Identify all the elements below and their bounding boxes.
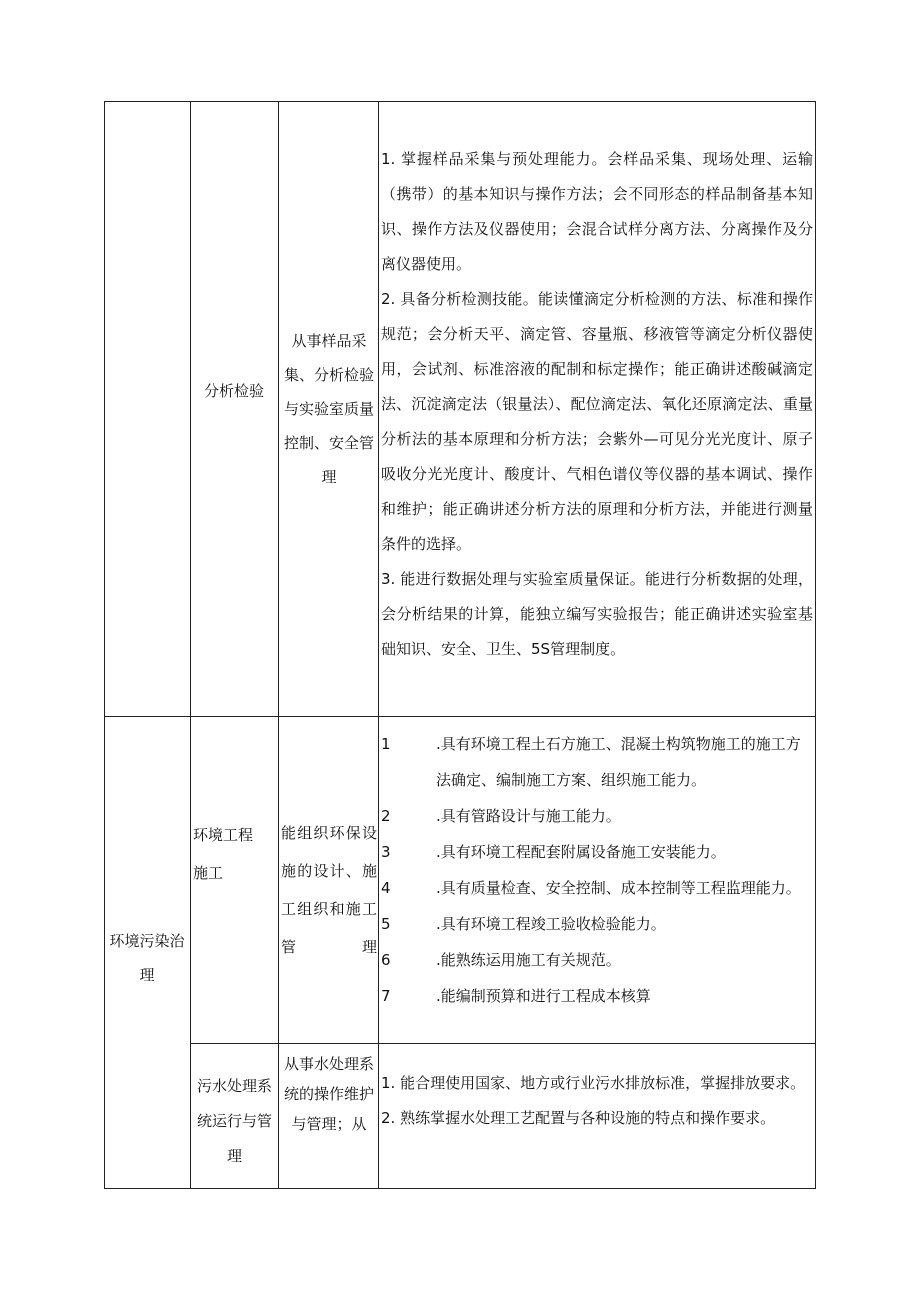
job-label: 环境工程施工 — [193, 826, 254, 882]
work-description: 能组织环保设施的设计、施工组织和施工管理 — [281, 824, 377, 956]
item-text: .能编制预算和进行工程成本核算 — [436, 987, 651, 1005]
requirement-item — [381, 942, 813, 978]
category-label: 环境污染治理 — [109, 932, 185, 984]
item-number: 7 — [381, 987, 391, 1005]
table-top-border — [104, 101, 816, 102]
requirement-item — [381, 978, 813, 1014]
requirement-item — [381, 906, 813, 942]
work-cell-shigong — [281, 814, 377, 966]
table-right-border — [815, 101, 816, 1189]
work-description: 从事水处理系统的操作维护与管理；从 — [283, 1055, 374, 1133]
item-text: .具有环境工程土石方施工、混凝土构筑物施工的施工方法确定、编制施工方案、组织施工能力。 — [436, 735, 801, 789]
requirement-item: 1. 能合理使用国家、地方或行业污水排放标准，掌握排放要求。 — [381, 1074, 806, 1092]
item-text: .具有管路设计与施工能力。 — [436, 807, 621, 825]
job-cell-fenxi — [200, 374, 268, 408]
work-cell-fenxi — [282, 324, 376, 494]
requirement-item — [381, 726, 813, 798]
item-number: 1 — [381, 735, 391, 753]
requirement-item: 1. 掌握样品采集与预处理能力。会样品采集、现场处理、运输（携带）的基本知识与操作方法；会不同形态的样品制备基本知识、操作方法及仪器使用；会混合试样分离方法、分离操作及分离仪器使用。 — [381, 150, 813, 273]
item-number: 3 — [381, 843, 391, 861]
requirement-item: 2. 熟练掌握水处理工艺配置与各种设施的特点和操作要求。 — [381, 1109, 776, 1127]
requirement-item: 2. 具备分析检测技能。能读懂滴定分析检测的方法、标准和操作规范；会分析天平、滴定管、容量瓶、移液管等滴定分析仪器使用，会试剂、标准溶液的配制和标定操作；能正确讲述酸碱滴定法、沉淀滴定法（银量法）、配位滴定法、氧化还原滴定法、重量分析法的基本原理和分析方法；会紫外—可见分光光度计、原子吸收分光光度计、酸度计、气相色谱仪等仪器的基本调试、操作和维护；能正确讲述分析方法的原理和分析方法，并能进行测量条件的选择。 — [381, 290, 813, 553]
job-label: 分析检验 — [203, 382, 264, 400]
item-number: 2 — [381, 807, 391, 825]
column-divider — [378, 101, 379, 1189]
requirement-item — [381, 870, 813, 906]
job-cell-shigong — [193, 816, 255, 892]
requirements-cell-wushui — [381, 1066, 813, 1136]
work-cell-wushui — [281, 1049, 377, 1187]
row-divider — [104, 716, 816, 717]
job-cell-wushui — [191, 1069, 278, 1174]
table-bottom-border — [104, 1188, 816, 1189]
column-divider — [278, 101, 279, 1189]
item-text: .具有质量检查、安全控制、成本控制等工程监理能力。 — [436, 879, 801, 897]
requirements-cell-shigong — [381, 726, 813, 1043]
item-number: 6 — [381, 951, 391, 969]
requirement-item: 3. 能进行数据处理与实验室质量保证。能进行分析数据的处理，会分析结果的计算，能独立编写实验报告；能正确讲述实验室基础知识、安全、卫生、5S管理制度。 — [381, 570, 813, 658]
item-number: 4 — [381, 879, 391, 897]
item-text: .具有环境工程配套附属设备施工安装能力。 — [436, 843, 726, 861]
requirements-cell-fenxi — [381, 142, 813, 667]
job-label: 污水处理系统运行与管理 — [196, 1077, 272, 1165]
requirement-item — [381, 798, 813, 834]
work-description: 从事样品采集、分析检验与实验室质量控制、安全管理 — [283, 332, 374, 486]
column-divider — [190, 101, 191, 1189]
category-cell — [105, 102, 190, 716]
category-cell-huanjing — [108, 924, 186, 992]
item-number: 5 — [381, 915, 391, 933]
item-text: .具有环境工程竣工验收检验能力。 — [436, 915, 666, 933]
row-divider — [190, 1043, 816, 1044]
item-text: .能熟练运用施工有关规范。 — [436, 951, 621, 969]
requirement-item — [381, 834, 813, 870]
